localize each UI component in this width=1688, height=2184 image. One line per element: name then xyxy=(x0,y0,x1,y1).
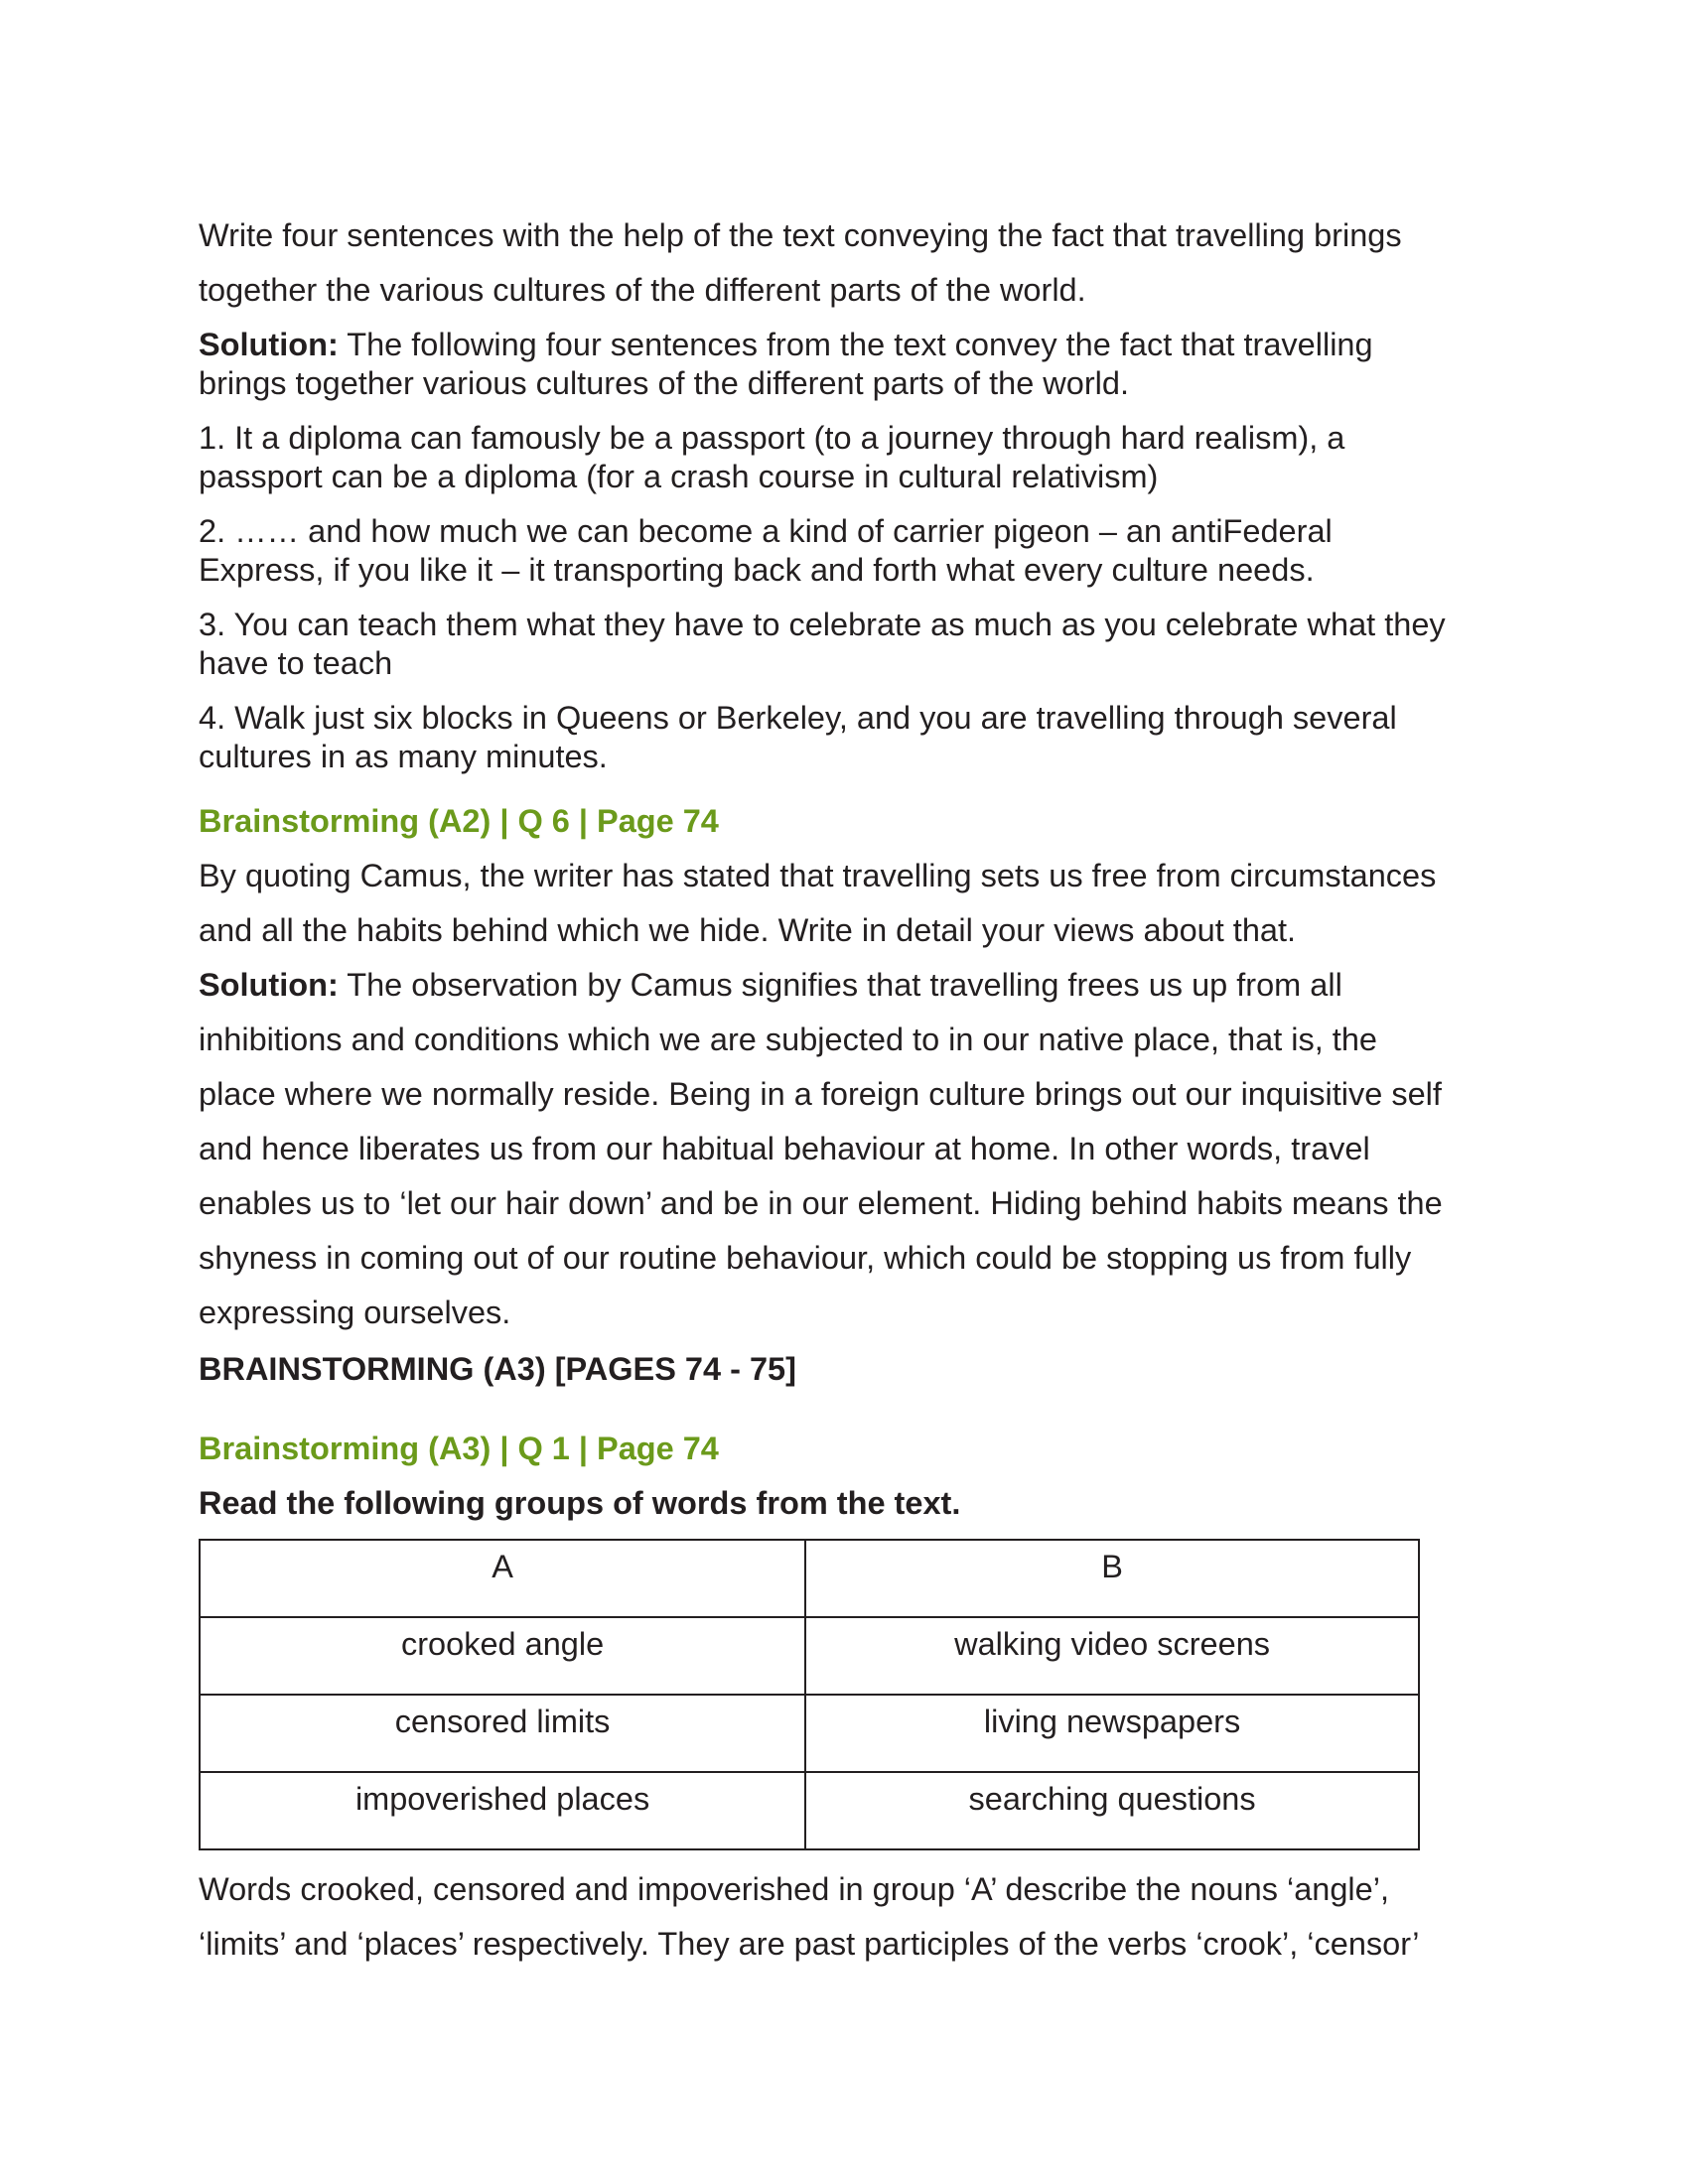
table-cell-a: censored limits xyxy=(200,1695,805,1772)
heading-a2-q6: Brainstorming (A2) | Q 6 | Page 74 xyxy=(199,803,719,839)
read-instruction: Read the following groups of words from the text. xyxy=(199,1485,961,1521)
table-cell-a: crooked angle xyxy=(200,1617,805,1695)
document-page xyxy=(199,208,1489,1972)
table-row xyxy=(200,1617,1419,1695)
solution-2-line-3: place where we normally reside. Being in a foreign culture brings out our inquisitive self xyxy=(199,1076,1442,1112)
table-header-b: B xyxy=(805,1540,1419,1617)
closing-line-1: Words crooked, censored and impoverished in group ‘A’ describe the nouns ‘angle’, xyxy=(199,1871,1389,1907)
table-row xyxy=(200,1695,1419,1772)
sentence-1-line-2: passport can be a diploma (for a crash course in cultural relativism) xyxy=(199,459,1159,494)
question-intro-line-2: together the various cultures of the different parts of the world. xyxy=(199,272,1086,308)
question-intro-line-1: Write four sentences with the help of the text conveying the fact that travelling brings xyxy=(199,217,1402,253)
solution-2-line-1: The observation by Camus signifies that travelling frees us up from all xyxy=(338,967,1342,1003)
solution-2-line-5: enables us to ‘let our hair down’ and be in our element. Hiding behind habits means the xyxy=(199,1185,1443,1221)
section-heading: BRAINSTORMING (A3) [PAGES 74 - 75] xyxy=(199,1351,796,1387)
solution-2 xyxy=(199,958,1489,1340)
sentence-1 xyxy=(199,419,1489,496)
solution-2-line-4: and hence liberates us from our habitual behaviour at home. In other words, travel xyxy=(199,1131,1370,1166)
solution-2-line-6: shyness in coming out of our routine behaviour, which could be stopping us from fully xyxy=(199,1240,1412,1276)
sentence-2-line-2: Express, if you like it – it transporting back and forth what every culture needs. xyxy=(199,552,1315,588)
solution-2-line-7: expressing ourselves. xyxy=(199,1295,511,1330)
table-cell-b: searching questions xyxy=(805,1772,1419,1849)
table-cell-a: impoverished places xyxy=(200,1772,805,1849)
solution-1-line-1: The following four sentences from the text convey the fact that travelling xyxy=(338,327,1373,362)
word-groups-table xyxy=(199,1539,1420,1850)
table-cell-b: walking video screens xyxy=(805,1617,1419,1695)
solution-2-line-2: inhibitions and conditions which we are subjected to in our native place, that is, the xyxy=(199,1022,1377,1057)
solution-2-label: Solution: xyxy=(199,967,339,1003)
sentence-4-line-2: cultures in as many minutes. xyxy=(199,739,608,774)
camus-question-line-2: and all the habits behind which we hide. Write in detail your views about that. xyxy=(199,912,1297,948)
camus-question-line-1: By quoting Camus, the writer has stated that travelling sets us free from circumstances xyxy=(199,858,1437,893)
table-row xyxy=(200,1772,1419,1849)
table-cell-b: living newspapers xyxy=(805,1695,1419,1772)
sentence-1-line-1: 1. It a diploma can famously be a passport (to a journey through hard realism), a xyxy=(199,420,1345,456)
solution-1-line-2: brings together various cultures of the different parts of the world. xyxy=(199,365,1129,401)
question-intro xyxy=(199,208,1489,318)
table-header-a: A xyxy=(200,1540,805,1617)
sentence-3 xyxy=(199,606,1489,683)
closing-line-2: ‘limits’ and ‘places’ respectively. They are past participles of the verbs ‘crook’, ‘censor’ xyxy=(199,1926,1420,1962)
sentence-4-line-1: 4. Walk just six blocks in Queens or Berkeley, and you are travelling through several xyxy=(199,700,1397,736)
sentence-4 xyxy=(199,699,1489,776)
heading-a3-q1: Brainstorming (A3) | Q 1 | Page 74 xyxy=(199,1431,719,1466)
solution-1 xyxy=(199,326,1489,403)
sentence-2-line-1: 2. …… and how much we can become a kind of carrier pigeon – an antiFederal xyxy=(199,513,1333,549)
sentence-3-line-1: 3. You can teach them what they have to celebrate as much as you celebrate what they xyxy=(199,607,1446,642)
solution-1-label: Solution: xyxy=(199,327,339,362)
camus-question xyxy=(199,849,1489,958)
table-header-row xyxy=(200,1540,1419,1617)
sentence-3-line-2: have to teach xyxy=(199,645,393,681)
closing-paragraph xyxy=(199,1862,1489,1972)
sentence-2 xyxy=(199,512,1489,590)
